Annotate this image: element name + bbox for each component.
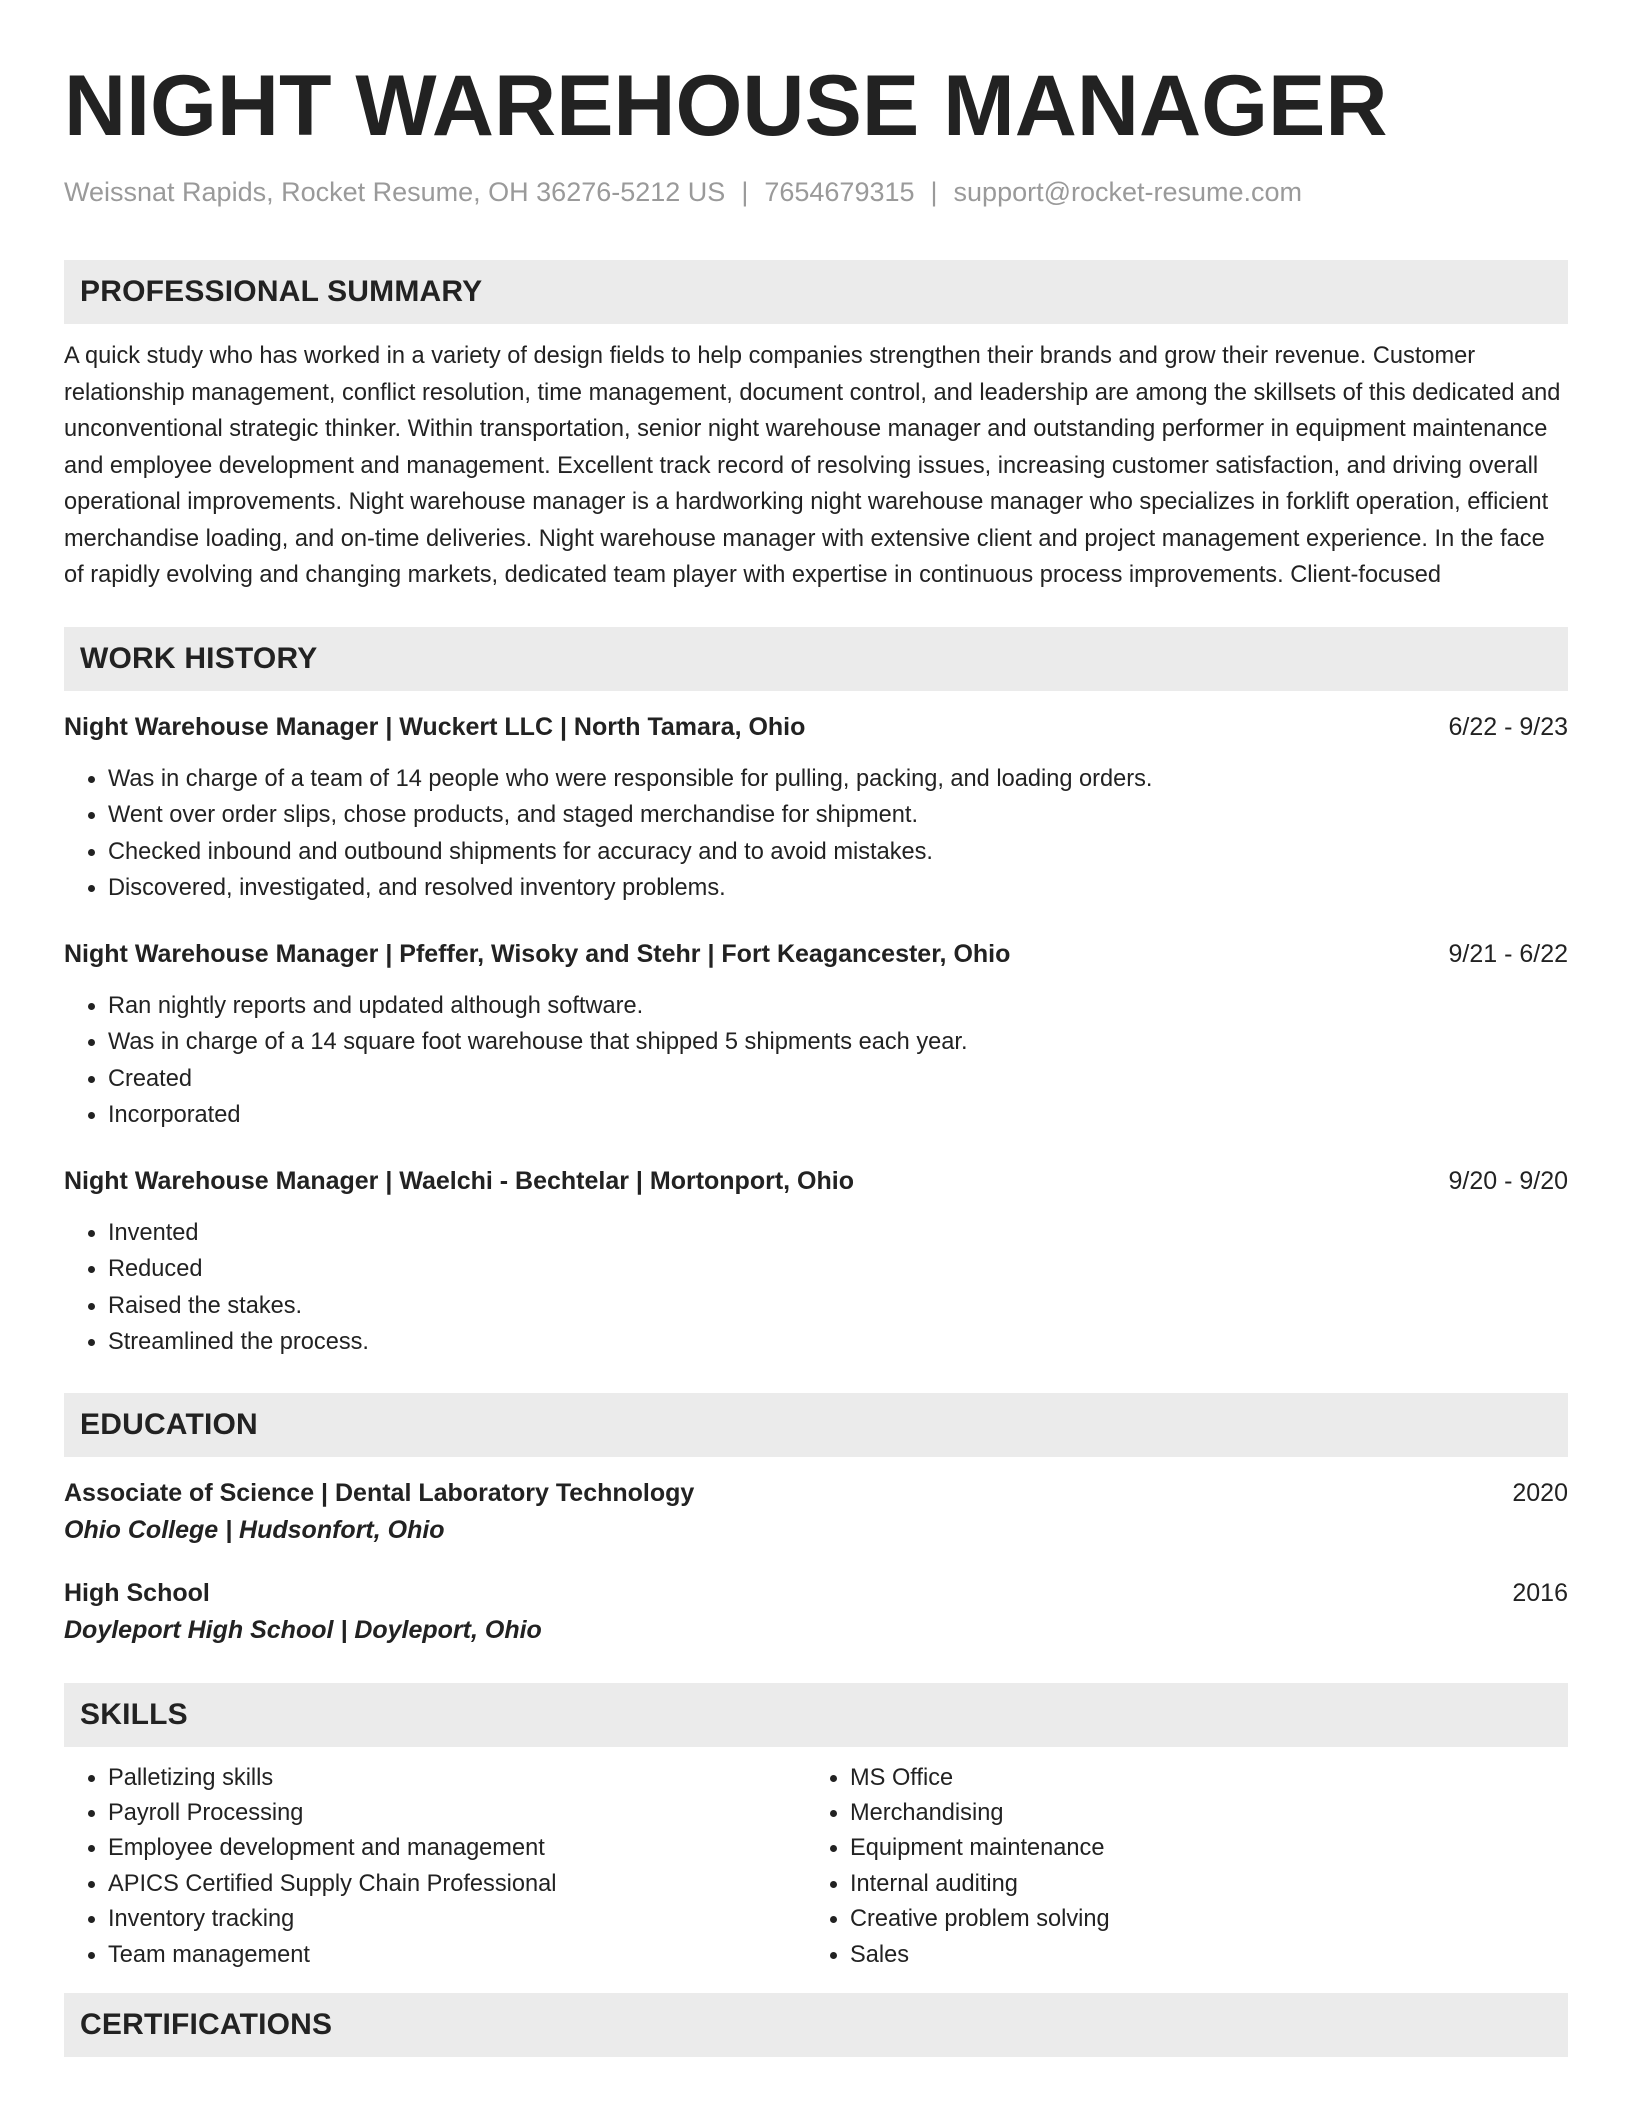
education-year: 2016 xyxy=(1512,1578,1568,1607)
skill-item: • Employee development and management xyxy=(108,1831,806,1866)
education-degree: High School xyxy=(64,1578,210,1607)
education-heading-row xyxy=(64,1475,1568,1511)
job-dates: 9/20 - 9/20 xyxy=(1448,1166,1568,1195)
job-bullet: • Incorporated xyxy=(108,1097,1568,1134)
skills-column-right xyxy=(806,1761,1548,1973)
skill-item: • Merchandising xyxy=(850,1796,1548,1831)
job-entry xyxy=(64,936,1568,1134)
job-dates: 9/21 - 6/22 xyxy=(1448,939,1568,968)
summary-text: A quick study who has worked in a variety of design fields to help companies strengthen their brands and grow their revenue. Customer relationship management, conflict resolution, time management, document control, and leadership are among the skillsets of this dedicated and unconventional strategic thinker. Within transportation, senior night warehouse manager and outstanding performer in equipment maintenance and employee development and management. Excellent track record of resolving issues, increasing customer satisfaction, and driving overall operational improvements. Night warehouse manager is a hardworking night warehouse manager who specializes in forklift operation, efficient merchandise loading, and on-time deliveries. Night warehouse manager with extensive client and project management experience. In the face of rapidly evolving and changing markets, dedicated team player with expertise in continuous process improvements. Client-focused xyxy=(64,343,1561,588)
skill-item: • Internal auditing xyxy=(850,1867,1548,1902)
skill-item: • Sales xyxy=(850,1938,1548,1973)
job-bullet: • Was in charge of a 14 square foot warehouse that shipped 5 shipments each year. xyxy=(108,1024,1568,1061)
section-header-certifications: CERTIFICATIONS xyxy=(64,1993,1568,2057)
job-heading-row xyxy=(64,936,1568,972)
job-bullet: • Discovered, investigated, and resolved inventory problems. xyxy=(108,870,1568,907)
education-heading-row xyxy=(64,1575,1568,1611)
contact-phone: 7654679315 xyxy=(764,177,915,207)
skill-item: • Inventory tracking xyxy=(108,1902,806,1937)
job-title: Night Warehouse Manager | Waelchi - Bechtelar | Mortonport, Ohio xyxy=(64,1166,854,1195)
job-bullet: • Checked inbound and outbound shipments for accuracy and to avoid mistakes. xyxy=(108,834,1568,871)
contact-line xyxy=(64,174,1568,210)
section-header-education: EDUCATION xyxy=(64,1393,1568,1457)
job-bullets xyxy=(64,761,1568,907)
skill-item: • Team management xyxy=(108,1938,806,1973)
job-entry xyxy=(64,1163,1568,1361)
contact-address: Weissnat Rapids, Rocket Resume, OH 36276-5212 US xyxy=(64,177,726,207)
job-heading-row xyxy=(64,1163,1568,1199)
skill-item: • Palletizing skills xyxy=(108,1761,806,1796)
job-entry xyxy=(64,709,1568,907)
contact-separator: | xyxy=(930,177,938,207)
skills-list xyxy=(806,1761,1548,1973)
skill-item: • Payroll Processing xyxy=(108,1796,806,1831)
section-header-work-history: WORK HISTORY xyxy=(64,627,1568,691)
section-header-summary: PROFESSIONAL SUMMARY xyxy=(64,260,1568,324)
job-bullets xyxy=(64,988,1568,1134)
contact-email: support@rocket-resume.com xyxy=(953,177,1303,207)
education-entry xyxy=(64,1575,1568,1649)
job-bullet: • Invented xyxy=(108,1215,1568,1252)
skill-item: • Creative problem solving xyxy=(850,1902,1548,1937)
skill-item: • MS Office xyxy=(850,1761,1548,1796)
education-year: 2020 xyxy=(1512,1478,1568,1507)
education-degree: Associate of Science | Dental Laboratory Technology xyxy=(64,1478,695,1507)
job-heading-row xyxy=(64,709,1568,745)
job-bullets xyxy=(64,1215,1568,1361)
contact-separator: | xyxy=(741,177,749,207)
job-dates: 6/22 - 9/23 xyxy=(1448,712,1568,741)
education-entry xyxy=(64,1475,1568,1549)
job-bullet: • Streamlined the process. xyxy=(108,1324,1568,1361)
skills-column-left xyxy=(64,1761,806,1973)
section-header-skills: SKILLS xyxy=(64,1683,1568,1747)
education-school: Ohio College | Hudsonfort, Ohio xyxy=(64,1515,445,1544)
job-title: Night Warehouse Manager | Wuckert LLC | North Tamara, Ohio xyxy=(64,712,806,741)
job-bullet: • Was in charge of a team of 14 people who were responsible for pulling, packing, and loading orders. xyxy=(108,761,1568,798)
job-bullet: • Went over order slips, chose products, and staged merchandise for shipment. xyxy=(108,797,1568,834)
resume-name: NIGHT WAREHOUSE MANAGER xyxy=(64,58,1388,154)
job-bullet: • Created xyxy=(108,1061,1568,1098)
skills-grid xyxy=(64,1761,1568,1973)
skills-list xyxy=(64,1761,806,1973)
skill-item: • APICS Certified Supply Chain Professional xyxy=(108,1867,806,1902)
education-school: Doyleport High School | Doyleport, Ohio xyxy=(64,1615,542,1644)
skill-item: • Equipment maintenance xyxy=(850,1831,1548,1866)
job-bullet: • Reduced xyxy=(108,1251,1568,1288)
job-title: Night Warehouse Manager | Pfeffer, Wisoky and Stehr | Fort Keagancester, Ohio xyxy=(64,939,1011,968)
job-bullet: • Raised the stakes. xyxy=(108,1288,1568,1325)
job-bullet: • Ran nightly reports and updated although software. xyxy=(108,988,1568,1025)
